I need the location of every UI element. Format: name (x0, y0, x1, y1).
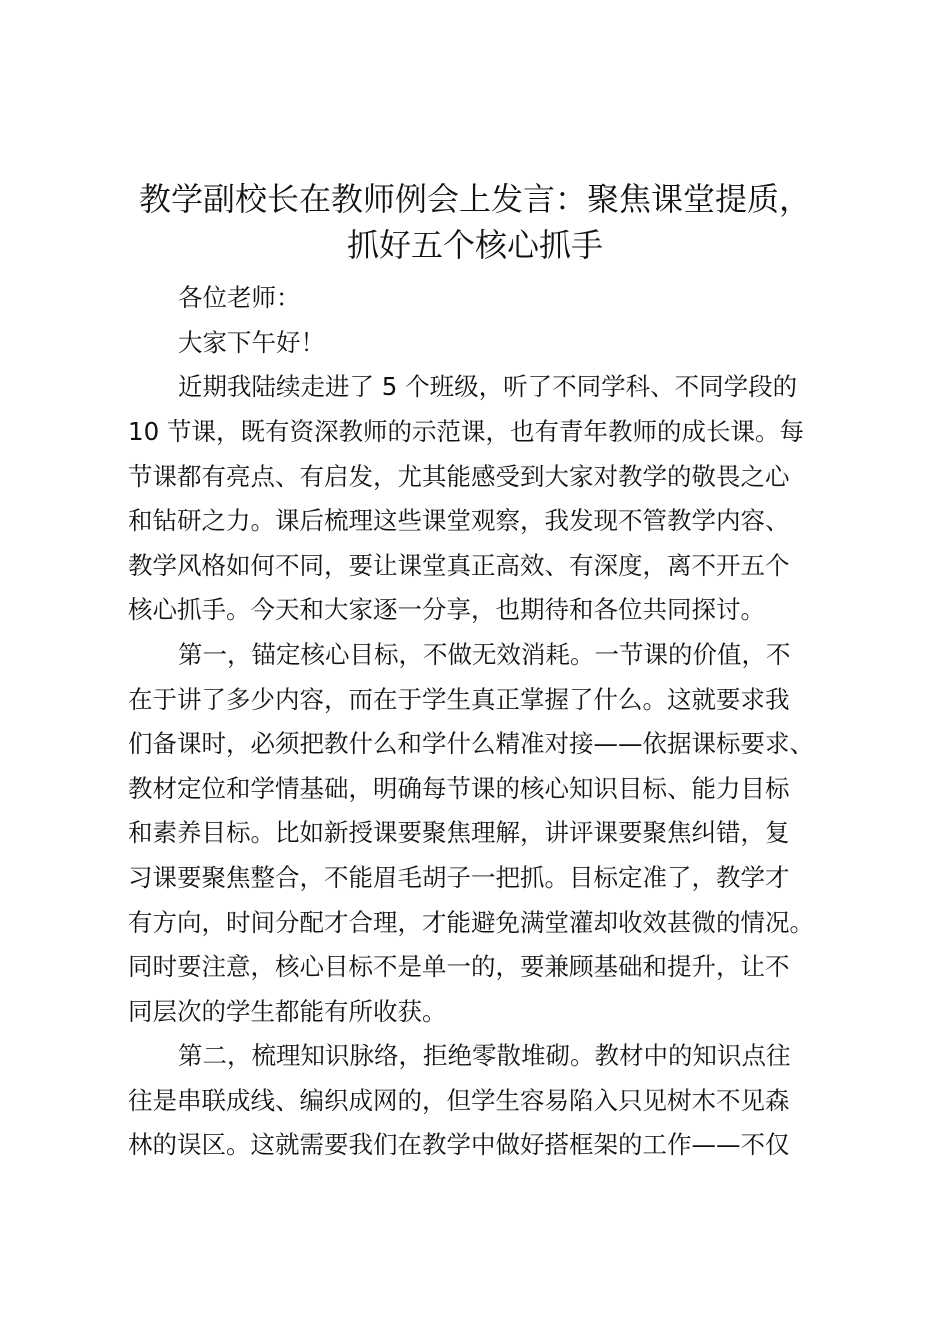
paragraph-1-line: 10 节课，既有资深教师的示范课，也有青年教师的成长课。每 (128, 417, 804, 446)
paragraph-1-line: 节课都有亮点、有启发，尤其能感受到大家对教学的敬畏之心 (128, 462, 790, 491)
paragraph-2-line: 在于讲了多少内容，而在于学生真正掌握了什么。这就要求我 (128, 685, 790, 714)
paragraph-3-line: 往是串联成线、编织成网的，但学生容易陷入只见树木不见森 (128, 1086, 790, 1115)
paragraph-1-line: 核心抓手。今天和大家逐一分享，也期待和各位共同探讨。 (128, 595, 765, 624)
document-title-line-1: 教学副校长在教师例会上发言：聚焦课堂提质， (138, 180, 811, 218)
document-title-line-2: 抓好五个核心抓手 (346, 226, 603, 264)
paragraph-2-line: 们备课时，必须把教什么和学什么精准对接——依据课标要求、 (128, 729, 814, 758)
paragraph-1-line: 教学风格如何不同，要让课堂真正高效、有深度，离不开五个 (128, 551, 790, 580)
paragraph-1-line: 近期我陆续走进了 5 个班级，听了不同学科、不同学段的 (178, 372, 798, 401)
paragraph-1-line: 和钻研之力。课后梳理这些课堂观察，我发现不管教学内容、 (128, 506, 790, 535)
greeting: 大家下午好！ (178, 328, 325, 357)
paragraph-2-line: 第一，锚定核心目标，不做无效消耗。一节课的价值，不 (178, 640, 791, 669)
salutation: 各位老师： (178, 283, 301, 312)
paragraph-2-line: 同层次的学生都能有所收获。 (128, 997, 447, 1026)
paragraph-3-line: 林的误区。这就需要我们在教学中做好搭框架的工作——不仅 (128, 1130, 790, 1159)
paragraph-2-line: 有方向，时间分配才合理，才能避免满堂灌却收效甚微的情况。 (128, 908, 814, 937)
paragraph-2-line: 习课要聚焦整合，不能眉毛胡子一把抓。目标定准了，教学才 (128, 863, 790, 892)
paragraph-2-line: 同时要注意，核心目标不是单一的，要兼顾基础和提升，让不 (128, 952, 790, 981)
paragraph-2-line: 和素养目标。比如新授课要聚焦理解，讲评课要聚焦纠错，复 (128, 818, 790, 847)
paragraph-3-line: 第二，梳理知识脉络，拒绝零散堆砌。教材中的知识点往 (178, 1041, 791, 1070)
paragraph-2-line: 教材定位和学情基础，明确每节课的核心知识目标、能力目标 (128, 774, 790, 803)
